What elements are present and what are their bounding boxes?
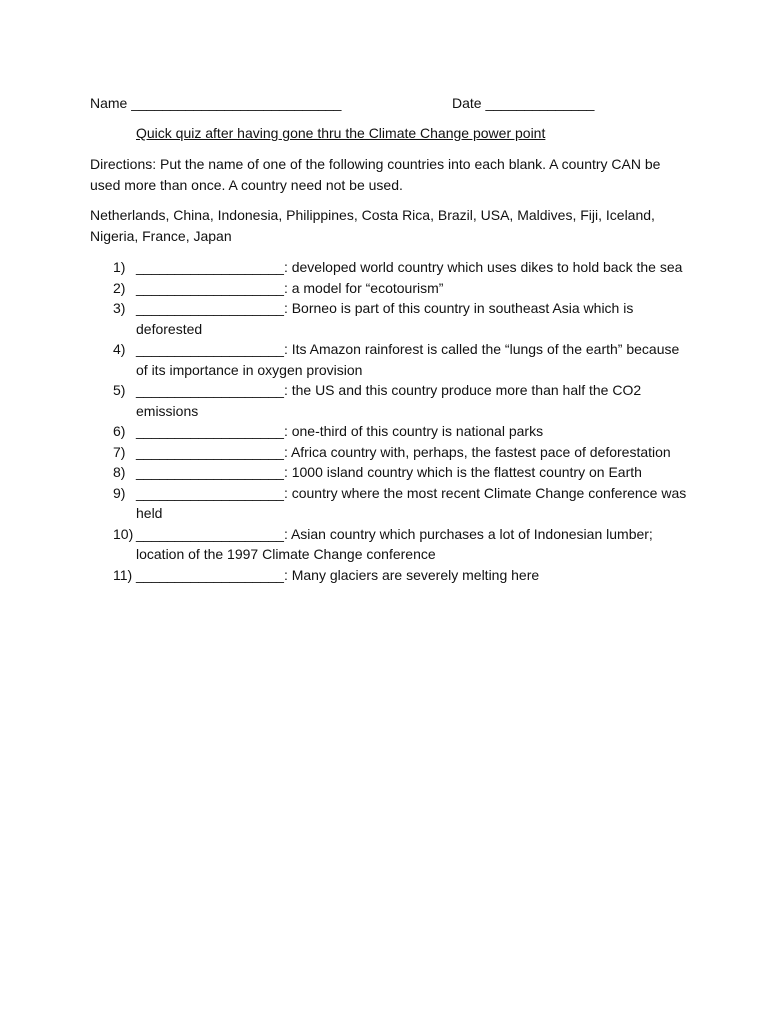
answer-blank: ___________________ xyxy=(136,341,284,357)
question-item xyxy=(113,421,693,442)
answer-blank: ___________________ xyxy=(136,525,284,542)
question-text: : one-third of this country is national parks xyxy=(283,423,544,439)
question-number: 4) xyxy=(113,341,126,357)
question-number: 7) xyxy=(113,443,126,460)
question-text: : a model for “ecotourism” xyxy=(283,279,444,296)
question-number: 9) xyxy=(113,484,126,501)
answer-blank: ___________________ xyxy=(136,423,284,439)
question-text: : Its Amazon rainforest is called the “lungs of the earth” because of its importance in oxygen provision xyxy=(136,341,680,378)
question-item xyxy=(113,442,693,463)
answer-blank: ___________________ xyxy=(136,259,284,275)
question-text: : the US and this country produce more than half the CO2 emissions xyxy=(136,382,642,419)
question-number: 3) xyxy=(113,300,126,316)
name-field: Name ___________________________ xyxy=(90,95,342,111)
question-number: 10) xyxy=(113,525,134,542)
answer-blank: ___________________ xyxy=(136,279,284,296)
question-number: 6) xyxy=(113,423,126,439)
question-text: : Borneo is part of this country in southeast Asia which is deforested xyxy=(136,300,634,337)
answer-blank: ___________________ xyxy=(136,443,284,460)
question-item xyxy=(113,483,693,524)
question-text: : country where the most recent Climate Change conference was held xyxy=(136,484,687,521)
header-row xyxy=(90,93,690,113)
question-item xyxy=(113,462,693,483)
question-text: : Africa country with, perhaps, the fastest pace of deforestation xyxy=(283,443,671,460)
directions-text: Directions: Put the name of one of the following countries into each blank. A country CAN be used more than once. A country need not be used. xyxy=(90,156,661,193)
question-number: 11) xyxy=(113,566,133,583)
page-title: Quick quiz after having gone thru the Climate Change power point xyxy=(136,125,546,141)
question-number: 2) xyxy=(113,279,126,296)
country-list: Netherlands, China, Indonesia, Philippines, Costa Rica, Brazil, USA, Maldives, Fiji, Iceland, Nigeria, France, Japan xyxy=(90,207,655,244)
answer-blank: ___________________ xyxy=(136,484,284,501)
question-number: 5) xyxy=(113,382,126,398)
question-item xyxy=(113,380,693,421)
answer-blank: ___________________ xyxy=(136,300,284,316)
question-text: : Asian country which purchases a lot of Indonesian lumber; location of the 1997 Climate Change conference xyxy=(136,525,653,562)
question-item xyxy=(113,257,693,278)
answer-blank: ___________________ xyxy=(136,382,284,398)
question-text: : 1000 island country which is the flattest country on Earth xyxy=(283,464,642,480)
answer-blank: ___________________ xyxy=(136,566,284,583)
question-item xyxy=(113,565,693,586)
question-item xyxy=(113,524,693,565)
question-list xyxy=(113,257,693,585)
answer-blank: ___________________ xyxy=(136,464,284,480)
date-field: Date ______________ xyxy=(452,95,595,111)
question-number: 1) xyxy=(113,259,126,275)
question-text: : Many glaciers are severely melting here xyxy=(283,566,540,583)
question-number: 8) xyxy=(113,464,126,480)
question-text: : developed world country which uses dikes to hold back the sea xyxy=(283,259,683,275)
question-item xyxy=(113,278,693,299)
question-item xyxy=(113,298,693,339)
question-item xyxy=(113,339,693,380)
